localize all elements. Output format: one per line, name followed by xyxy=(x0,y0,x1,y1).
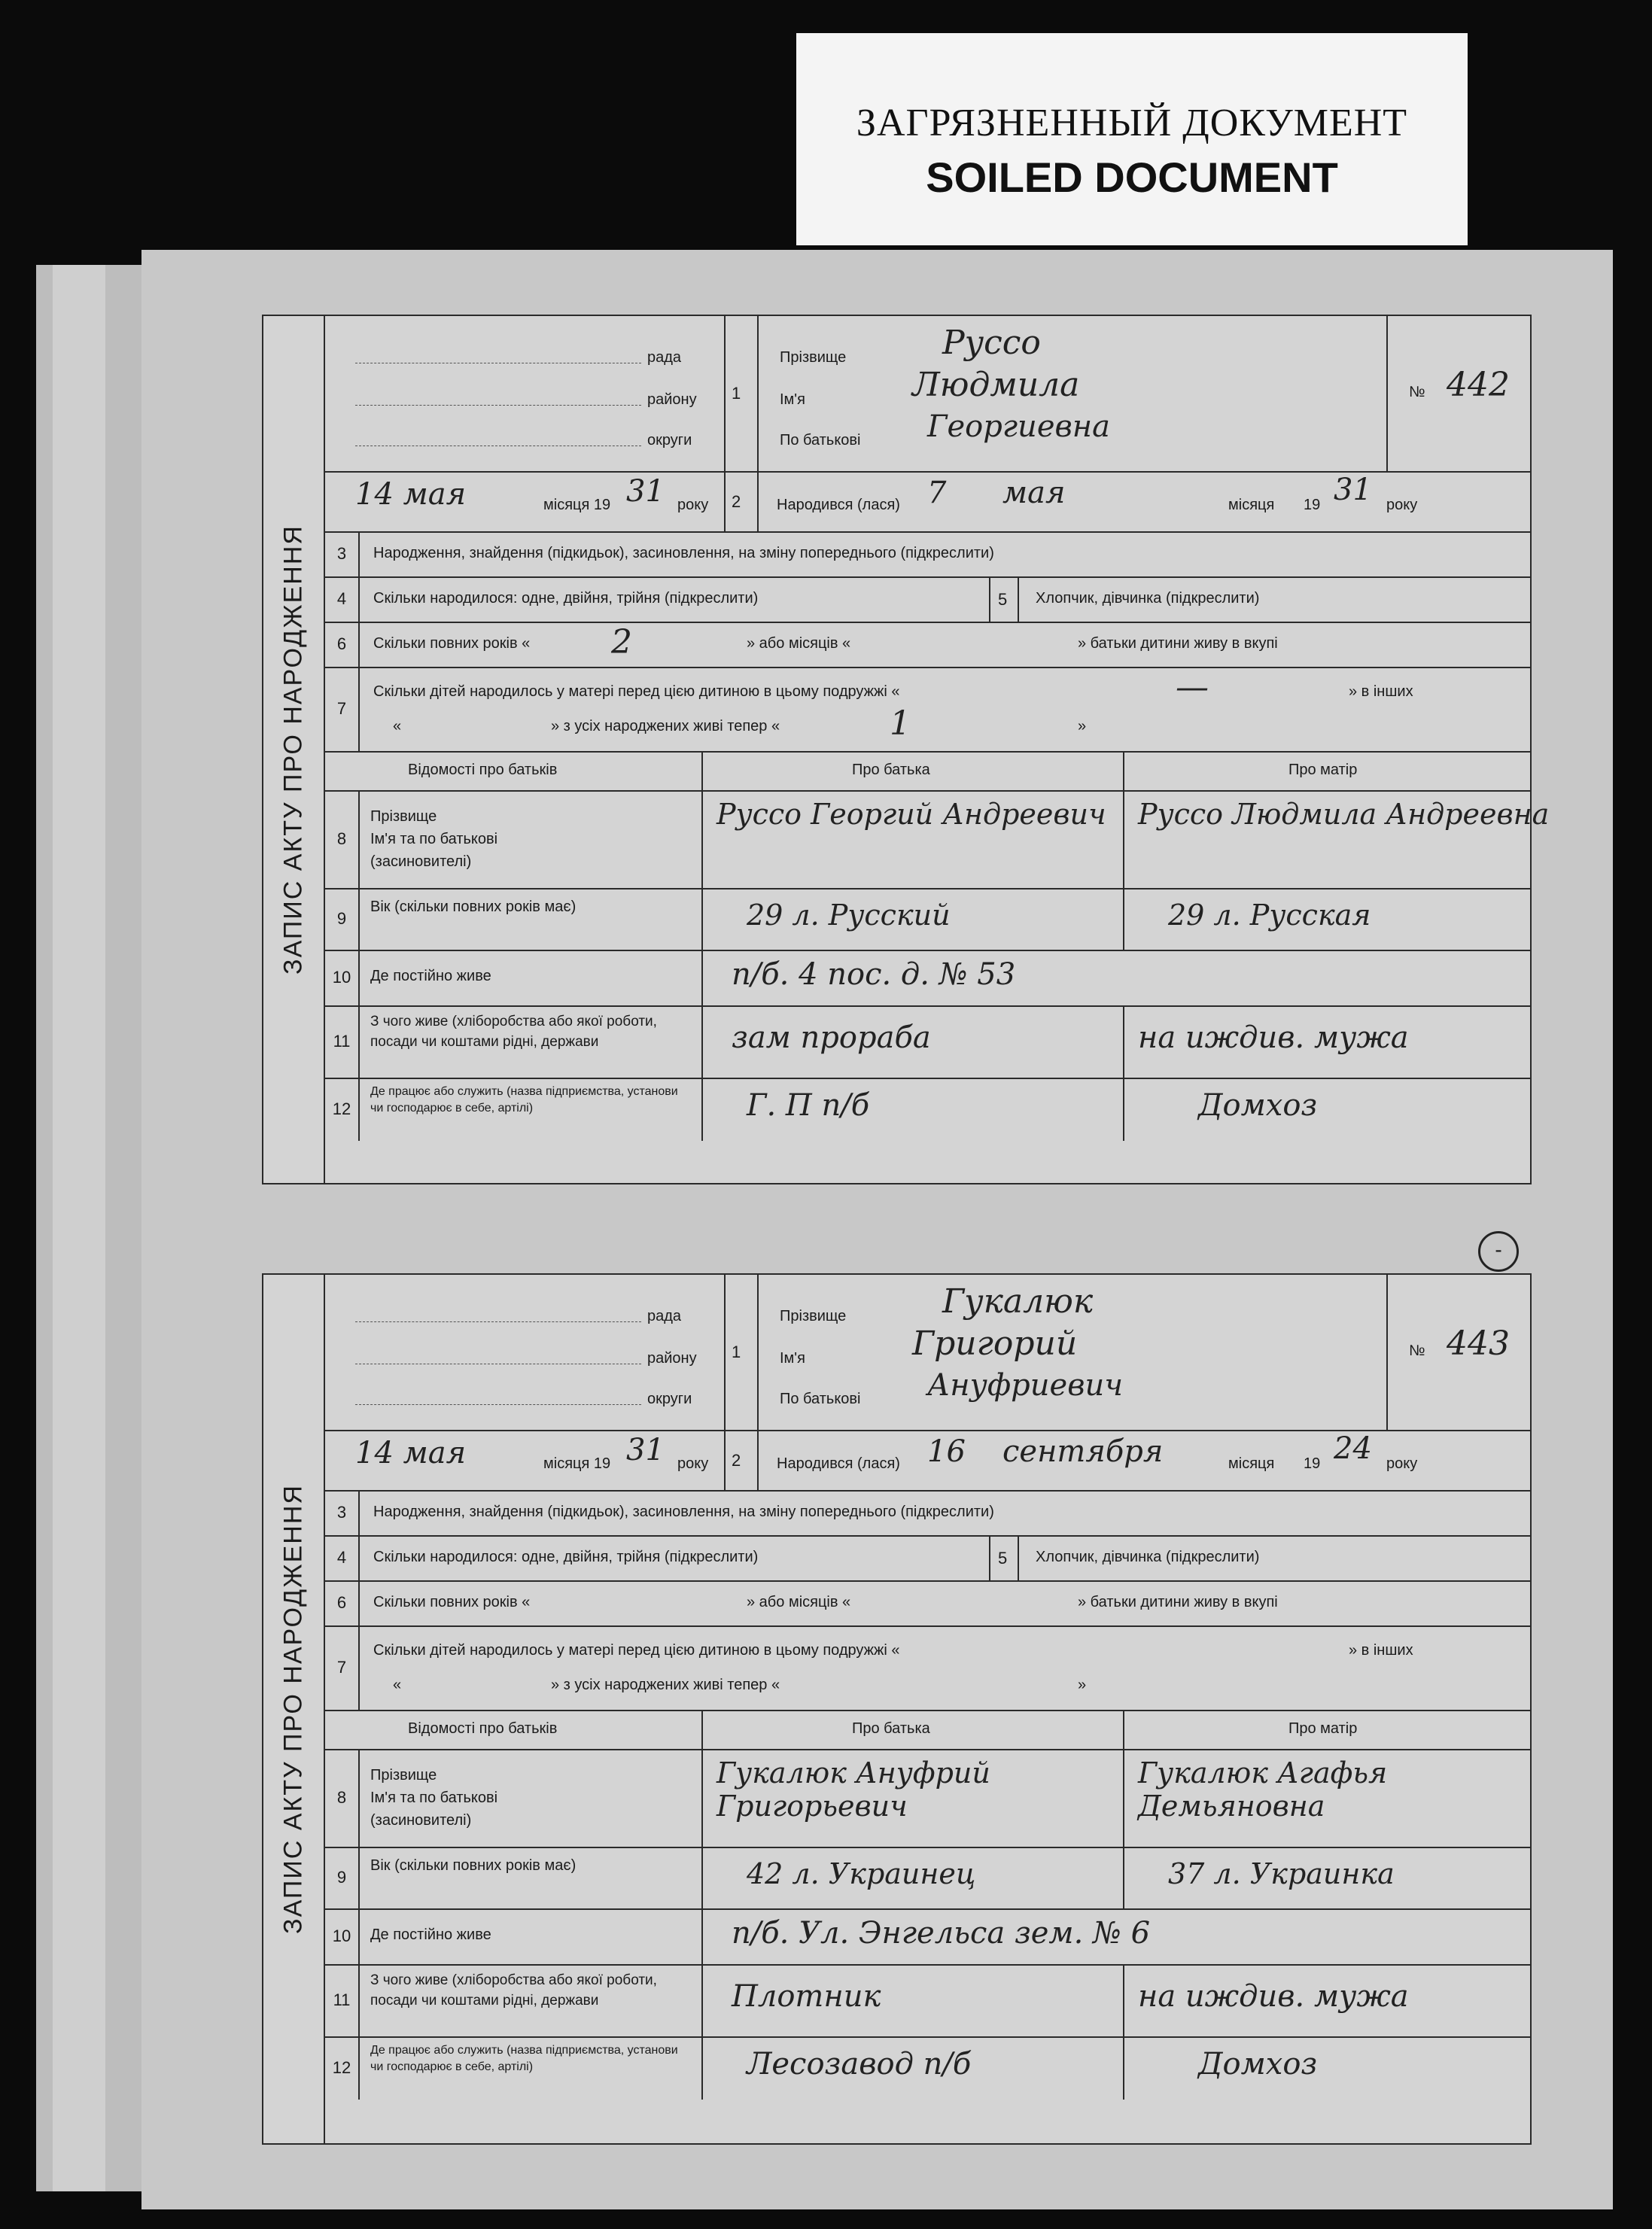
father-header: Про батька xyxy=(852,1720,930,1737)
row-number: 3 xyxy=(325,531,360,576)
rayon-label: району xyxy=(647,391,697,408)
other-label: » в інших xyxy=(1349,683,1413,700)
father-age: 29 л. Русский xyxy=(747,899,951,932)
birth-month: сентября xyxy=(1002,1434,1164,1469)
rada-label: рада xyxy=(647,349,682,366)
multiplicity-label: Скільки народилося: одне, двійня, трійня (підкреслити) xyxy=(373,1549,759,1565)
registration-year: 31 xyxy=(626,474,665,509)
quote-close: » xyxy=(1078,718,1087,734)
year-label: року xyxy=(677,1455,709,1472)
child-patronymic: Георгиевна xyxy=(927,409,1110,444)
age-label: Вік (скільки повних років має) xyxy=(370,899,577,915)
workplace-label: Де працює або служить (назва підприємства, установи чи господарює в себе, артілі) xyxy=(370,2044,678,2073)
year-label: року xyxy=(677,497,709,513)
mother-header: Про матір xyxy=(1288,1720,1358,1737)
record-side-title: ЗАПИС АКТУ ПРО НАРОДЖЕННЯ xyxy=(263,1275,325,2143)
row-number: 9 xyxy=(325,1847,360,1908)
residence: п/б. Ул. Энгельса зем. № 6 xyxy=(732,1916,1151,1951)
row-number: 8 xyxy=(325,790,360,888)
child-surname: Гукалюк xyxy=(942,1282,1094,1321)
label-english: SOILED DOCUMENT xyxy=(926,154,1338,201)
living-now: 1 xyxy=(890,704,911,743)
months-label: » або місяців « xyxy=(747,1594,851,1610)
row-number: 6 xyxy=(325,622,360,667)
age-label: Вік (скільки повних років має) xyxy=(370,1857,577,1874)
birth-record xyxy=(262,1273,1532,2145)
row-number: 5 xyxy=(998,590,1008,609)
sex-label: Хлопчик, дівчинка (підкреслити) xyxy=(1036,1549,1260,1565)
birth-day: 16 xyxy=(927,1434,966,1469)
birth-month: мая xyxy=(1002,476,1066,510)
other-label: » в інших xyxy=(1349,1642,1413,1659)
birth-day: 7 xyxy=(927,476,947,510)
month-label: місяця xyxy=(1228,1455,1275,1472)
circled-mark: - xyxy=(1478,1231,1519,1272)
record-side-title: ЗАПИС АКТУ ПРО НАРОДЖЕННЯ xyxy=(263,316,325,1183)
children-before: — xyxy=(1176,668,1209,707)
surname-label: Прізвище xyxy=(780,349,847,366)
born-label: Народився (лася) xyxy=(777,497,900,513)
birth-year: 24 xyxy=(1334,1431,1372,1466)
mother-workplace: Домхоз xyxy=(1198,1088,1318,1123)
residence: п/б. 4 пос. д. № 53 xyxy=(732,957,1016,992)
label-russian: ЗАГРЯЗНЕННЫЙ ДОКУМЕНТ xyxy=(856,102,1408,144)
month-year-label: місяця 19 xyxy=(543,497,611,513)
row-number: 2 xyxy=(732,492,741,511)
children-before-label: Скільки дітей народилось у матері перед цією дитиною в цьому подружжі « xyxy=(373,683,900,700)
row-number: 12 xyxy=(325,2036,360,2100)
registration-date: 14 мая xyxy=(355,1436,467,1470)
record-number: 442 xyxy=(1447,366,1510,404)
quote-close: » xyxy=(1078,1677,1087,1693)
occupation-label: З чого живе (хліборобства або якої роботи, посади чи коштами рідні, держави xyxy=(370,1014,657,1050)
okrug-label: округи xyxy=(647,1391,692,1407)
row-number: 11 xyxy=(325,1005,360,1078)
child-patronymic: Ануфриевич xyxy=(927,1368,1124,1403)
quote-open: « xyxy=(393,1677,402,1693)
together-label: » батьки дитини живу в вкупі xyxy=(1078,1594,1278,1610)
residence-label: Де постійно живе xyxy=(370,1926,491,1943)
row-number: 12 xyxy=(325,1078,360,1141)
mother-occupation: на иждив. мужа xyxy=(1138,1020,1409,1055)
occupation-label: З чого живе (хліборобства або якої роботи, посади чи коштами рідні, держави xyxy=(370,1972,657,2009)
names-label: Прізвище Ім'я та по батькові (засиновителі) xyxy=(370,1767,498,1829)
parents-header: Відомості про батьків xyxy=(408,1720,558,1737)
row-number: 10 xyxy=(325,950,360,1005)
multiplicity-label: Скільки народилося: одне, двійня, трійня (підкреслити) xyxy=(373,590,759,607)
year-label-2: року xyxy=(1386,1455,1418,1472)
row-number: 9 xyxy=(325,888,360,950)
row-number: 4 xyxy=(325,1535,360,1580)
alive-label: » з усіх народжених живі тепер « xyxy=(551,1677,780,1693)
registration-year: 31 xyxy=(626,1433,665,1467)
surname-label: Прізвище xyxy=(780,1308,847,1324)
birth-record xyxy=(262,315,1550,1184)
alive-label: » з усіх народжених живі тепер « xyxy=(551,718,780,734)
months-label: » або місяців « xyxy=(747,635,851,652)
mother-age: 37 л. Украинка xyxy=(1168,1857,1395,1890)
name-label: Ім'я xyxy=(780,391,805,408)
record-number: 443 xyxy=(1447,1324,1510,1363)
mother-workplace: Домхоз xyxy=(1198,2047,1318,2082)
father-occupation: Плотник xyxy=(732,1979,881,2014)
rayon-label: району xyxy=(647,1350,697,1367)
number-sign: № xyxy=(1409,1343,1425,1359)
row-number: 11 xyxy=(325,1964,360,2036)
mother-header: Про матір xyxy=(1288,762,1358,778)
row-number: 6 xyxy=(325,1580,360,1625)
born-label: Народився (лася) xyxy=(777,1455,900,1472)
rada-label: рада xyxy=(647,1308,682,1324)
years-together: 2 xyxy=(611,623,632,661)
row-number: 7 xyxy=(325,667,360,751)
patronymic-label: По батькові xyxy=(780,432,861,449)
century-label: 19 xyxy=(1304,497,1321,513)
years-label: Скільки повних років « xyxy=(373,635,531,652)
names-label: Прізвище Ім'я та по батькові (засиновителі) xyxy=(370,808,498,870)
row-number: 10 xyxy=(325,1908,360,1964)
years-label: Скільки повних років « xyxy=(373,1594,531,1610)
okrug-label: округи xyxy=(647,432,692,449)
child-surname: Руссо xyxy=(942,324,1041,362)
row-number: 5 xyxy=(998,1549,1008,1568)
quote-open: « xyxy=(393,718,402,734)
registration-date: 14 мая xyxy=(355,477,467,512)
residence-label: Де постійно живе xyxy=(370,968,491,984)
soiled-document-label xyxy=(796,33,1468,245)
father-workplace: Г. П п/б xyxy=(747,1088,870,1123)
century-label: 19 xyxy=(1304,1455,1321,1472)
child-name: Людмила xyxy=(912,366,1080,404)
mother-occupation: на иждив. мужа xyxy=(1138,1979,1409,2014)
event-type-label: Народження, знайдення (підкидьок), засиновлення, на зміну попереднього (підкреслити) xyxy=(373,545,994,561)
parents-header: Відомості про батьків xyxy=(408,762,558,778)
row-number: 4 xyxy=(325,576,360,622)
mother-name: Гукалюк Агафья Демьяновна xyxy=(1138,1756,1388,1823)
row-number: 2 xyxy=(732,1451,741,1470)
left-page-edge xyxy=(36,265,143,2191)
father-name: Гукалюк Ануфрий Григорьевич xyxy=(716,1756,990,1823)
father-header: Про батька xyxy=(852,762,930,778)
workplace-label: Де працює або служить (назва підприємства, установи чи господарює в себе, артілі) xyxy=(370,1085,678,1114)
child-name: Григорий xyxy=(912,1324,1078,1363)
together-label: » батьки дитини живу в вкупі xyxy=(1078,635,1278,652)
month-label: місяця xyxy=(1228,497,1275,513)
father-workplace: Лесозавод п/б xyxy=(747,2047,972,2082)
row-number: 1 xyxy=(732,1343,741,1361)
row-number: 1 xyxy=(732,384,741,403)
mother-name: Руссо Людмила Андреевна xyxy=(1138,798,1550,831)
father-age: 42 л. Украинец xyxy=(747,1857,976,1890)
event-type-label: Народження, знайдення (підкидьок), засиновлення, на зміну попереднього (підкреслити) xyxy=(373,1504,994,1520)
father-occupation: зам прораба xyxy=(732,1020,931,1055)
birth-year: 31 xyxy=(1334,473,1372,507)
row-number: 3 xyxy=(325,1490,360,1535)
number-sign: № xyxy=(1409,384,1425,400)
sex-label: Хлопчик, дівчинка (підкреслити) xyxy=(1036,590,1260,607)
name-label: Ім'я xyxy=(780,1350,805,1367)
row-number: 7 xyxy=(325,1625,360,1710)
document-page xyxy=(141,250,1613,2209)
month-year-label: місяця 19 xyxy=(543,1455,611,1472)
father-name: Руссо Георгий Андреевич xyxy=(716,798,1106,831)
year-label-2: року xyxy=(1386,497,1418,513)
row-number: 8 xyxy=(325,1749,360,1847)
patronymic-label: По батькові xyxy=(780,1391,861,1407)
mother-age: 29 л. Русская xyxy=(1168,899,1371,932)
children-before-label: Скільки дітей народилось у матері перед цією дитиною в цьому подружжі « xyxy=(373,1642,900,1659)
